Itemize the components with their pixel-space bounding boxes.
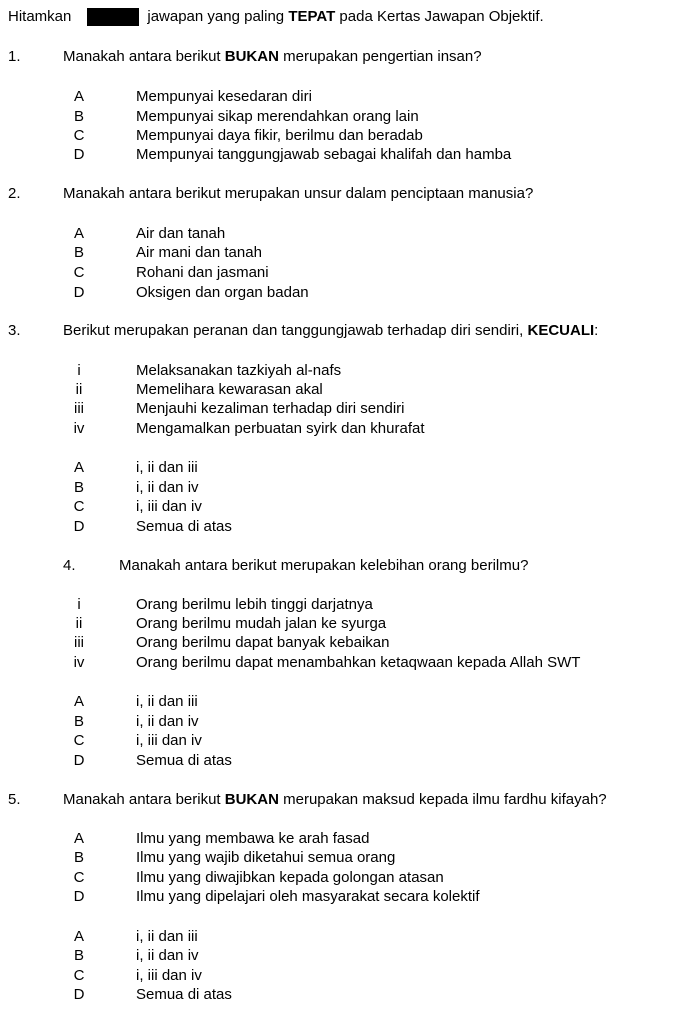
question-text: Manakah antara berikut BUKAN merupakan maksud kepada ilmu fardhu kifayah? xyxy=(63,791,607,808)
statement-text: Orang berilmu dapat menambahkan ketaqwaan kepada Allah SWT xyxy=(136,654,581,671)
question-number: 4. xyxy=(63,557,76,574)
statement-text: Ilmu yang membawa ke arah fasad xyxy=(136,830,370,847)
statement-text: Ilmu yang wajib diketahui semua orang xyxy=(136,849,396,866)
option-letter: D xyxy=(73,518,85,535)
option-letter: A xyxy=(73,459,84,476)
statement-text: Ilmu yang diwajibkan kepada golongan atasan xyxy=(136,869,444,886)
statement-numeral: i xyxy=(77,596,81,613)
statement-label: C xyxy=(73,869,85,886)
statement-text: Memelihara kewarasan akal xyxy=(136,381,323,398)
statement-text: Melaksanakan tazkiyah al-nafs xyxy=(136,362,342,379)
instruction-emphasis: TEPAT xyxy=(288,8,336,25)
option-text: Semua di atas xyxy=(136,518,232,535)
option-letter: A xyxy=(73,88,84,105)
option-text: Air mani dan tanah xyxy=(136,244,262,261)
question-number: 3. xyxy=(8,322,21,339)
option-letter: C xyxy=(73,498,85,515)
instruction-before: Hitamkan xyxy=(8,8,72,25)
statement-numeral: iii xyxy=(74,400,84,417)
option-text: Semua di atas xyxy=(136,986,232,1003)
option-text: i, ii dan iii xyxy=(136,928,198,945)
option-letter: A xyxy=(73,693,84,710)
option-text: Oksigen dan organ badan xyxy=(136,284,309,301)
option-letter: D xyxy=(73,752,85,769)
option-text: i, iii dan iv xyxy=(136,967,202,984)
instruction-line xyxy=(8,8,544,26)
question-text: Manakah antara berikut merupakan unsur dalam penciptaan manusia? xyxy=(63,185,534,202)
option-letter: C xyxy=(73,967,85,984)
statement-text: Ilmu yang dipelajari oleh masyarakat secara kolektif xyxy=(136,888,480,905)
instruction-mid: jawapan yang paling xyxy=(147,8,289,25)
option-letter: D xyxy=(73,146,85,163)
option-text: Mempunyai sikap merendahkan orang lain xyxy=(136,108,419,125)
statement-label: B xyxy=(73,849,84,866)
statement-numeral: i xyxy=(77,362,81,379)
question-number: 1. xyxy=(8,48,21,65)
statement-numeral: iv xyxy=(73,654,85,671)
option-text: Rohani dan jasmani xyxy=(136,264,269,281)
question-number: 5. xyxy=(8,791,21,808)
option-letter: B xyxy=(73,244,84,261)
option-text: i, ii dan iii xyxy=(136,459,198,476)
option-letter: B xyxy=(73,479,84,496)
question-text: Manakah antara berikut merupakan kelebihan orang berilmu? xyxy=(119,557,529,574)
option-letter: A xyxy=(73,225,84,242)
statement-numeral: iii xyxy=(74,634,84,651)
statement-label: D xyxy=(73,888,85,905)
statement-numeral: ii xyxy=(75,615,83,632)
instruction-after: pada Kertas Jawapan Objektif. xyxy=(335,8,544,25)
option-text: i, ii dan iii xyxy=(136,693,198,710)
option-text: i, iii dan iv xyxy=(136,732,202,749)
option-letter: D xyxy=(73,284,85,301)
option-text: Mempunyai daya fikir, berilmu dan beradab xyxy=(136,127,423,144)
option-text: Semua di atas xyxy=(136,752,232,769)
option-letter: D xyxy=(73,986,85,1003)
option-letter: C xyxy=(73,732,85,749)
statement-label: A xyxy=(73,830,84,847)
option-text: Mempunyai kesedaran diri xyxy=(136,88,312,105)
option-text: Mempunyai tanggungjawab sebagai khalifah dan hamba xyxy=(136,146,512,163)
option-letter: C xyxy=(73,264,85,281)
option-text: i, iii dan iv xyxy=(136,498,202,515)
option-text: i, ii dan iv xyxy=(136,713,199,730)
statement-text: Orang berilmu lebih tinggi darjatnya xyxy=(136,596,373,613)
option-letter: A xyxy=(73,928,84,945)
option-letter: C xyxy=(73,127,85,144)
statement-numeral: ii xyxy=(75,381,83,398)
option-letter: B xyxy=(73,713,84,730)
option-text: i, ii dan iv xyxy=(136,479,199,496)
statement-text: Mengamalkan perbuatan syirk dan khurafat xyxy=(136,420,425,437)
statement-numeral: iv xyxy=(73,420,85,437)
option-letter: B xyxy=(73,947,84,964)
option-letter: B xyxy=(73,108,84,125)
question-text: Manakah antara berikut BUKAN merupakan pengertian insan? xyxy=(63,48,482,65)
statement-text: Menjauhi kezaliman terhadap diri sendiri xyxy=(136,400,405,417)
question-text: Berikut merupakan peranan dan tanggungjawab terhadap diri sendiri, KECUALI: xyxy=(63,322,599,339)
question-number: 2. xyxy=(8,185,21,202)
option-text: i, ii dan iv xyxy=(136,947,199,964)
option-text: Air dan tanah xyxy=(136,225,226,242)
statement-text: Orang berilmu mudah jalan ke syurga xyxy=(136,615,387,632)
shaded-box-example xyxy=(87,8,139,26)
statement-text: Orang berilmu dapat banyak kebaikan xyxy=(136,634,390,651)
